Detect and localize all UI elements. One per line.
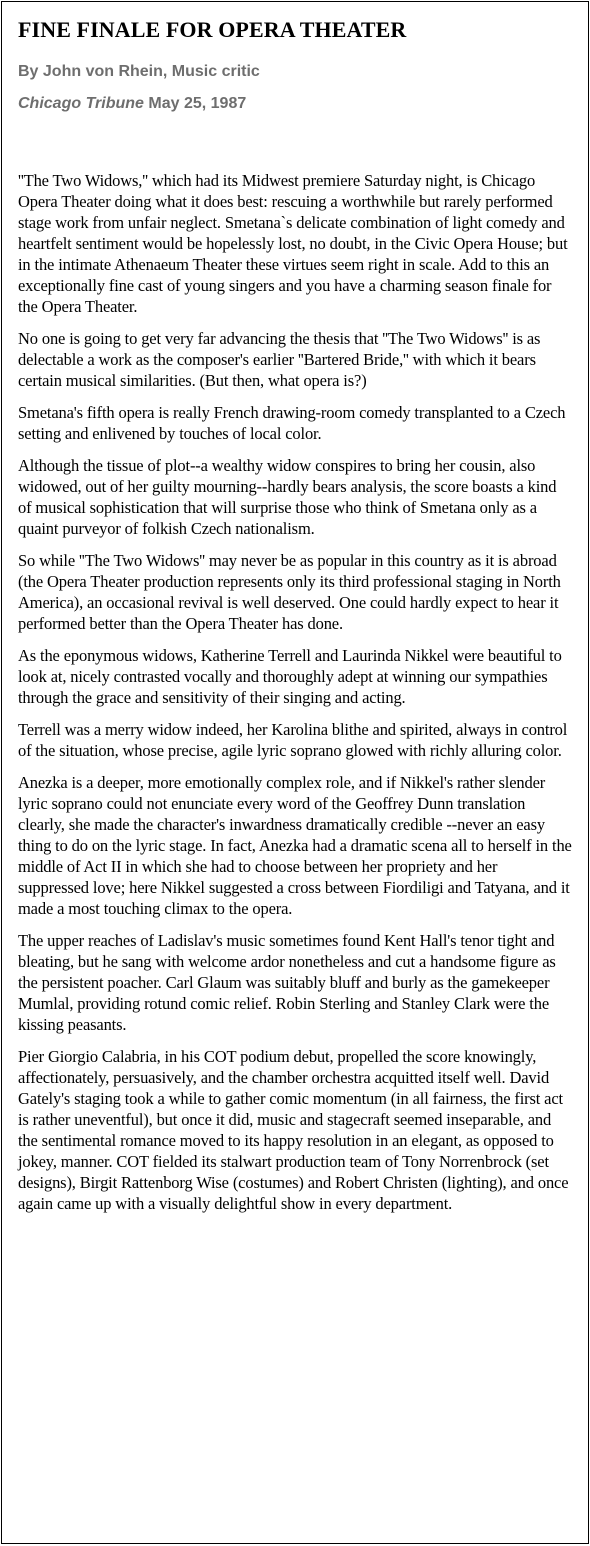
article-paragraph-1: ''The Two Widows,'' which had its Midwest premiere Saturday night, is Chicago Opera Theater doing what it does best: rescuing a worthwhile but rarely performed stage work from unfair neglect. Smetana`s delicate combination of light comedy and heartfelt sentiment would be hopelessly lost, no doubt, in the Civic Opera House; but in the intimate Athenaeum Theater these virtues seem right in scale. Add to this an exceptionally fine cast of young singers and you have a charming season finale for the Opera Theater. bbox=[18, 171, 568, 316]
article-paragraph-10: Pier Giorgio Calabria, in his COT podium debut, propelled the score knowingly, affectionately, persuasively, and the chamber orchestra acquitted itself well. David Gately's staging took a while to gather comic momentum (in all fairness, the first act is rather uneventful), but once it did, music and stagecraft seemed inseparable, and the sentimental romance moved to its happy resolution in an elegant, as opposed to jokey, manner. COT fielded its stalwart production team of Tony Norrenbrock (set designs), Birgit Rattenborg Wise (costumes) and Robert Christen (lighting), and once again came up with a visually delightful show in every department. bbox=[18, 1047, 569, 1213]
publication-date: May 25, 1987 bbox=[148, 95, 247, 112]
article-paragraph-5: So while ''The Two Widows'' may never be as popular in this country as it is abroad (the Opera Theater production represents only its third professional staging in North America), an occasional revival is well deserved. One could hardly expect to hear it performed better than the Opera Theater has done. bbox=[18, 551, 561, 633]
article-paragraph-3: Smetana's fifth opera is really French drawing-room comedy transplanted to a Czech setting and enlivened by touches of local color. bbox=[18, 403, 566, 443]
article-paragraph-9: The upper reaches of Ladislav's music sometimes found Kent Hall's tenor tight and bleating, but he sang with welcome ardor nonetheless and cut a handsome figure as the persistent poacher. Carl Glaum was suitably bluff and burly as the gamekeeper Mumlal, providing rotund comic relief. Robin Sterling and Stanley Clark were the kissing peasants. bbox=[18, 931, 556, 1034]
article-byline: By John von Rhein, Music critic bbox=[18, 63, 260, 80]
article-paragraph-4: Although the tissue of plot--a wealthy widow conspires to bring her cousin, also widowed, out of her guilty mourning--hardly bears analysis, the score boasts a kind of musical sophistication that will surprise those who think of Smetana only as a quaint purveyor of folkish Czech nationalism. bbox=[18, 456, 557, 538]
publication-name: Chicago Tribune bbox=[18, 95, 144, 112]
article-dateline bbox=[18, 94, 572, 114]
article-headline: FINE FINALE FOR OPERA THEATER bbox=[18, 17, 407, 42]
article-paragraph-7: Terrell was a merry widow indeed, her Karolina blithe and spirited, always in control of the situation, whose precise, agile lyric soprano glowed with richly alluring color. bbox=[18, 720, 568, 760]
article-paragraph-6: As the eponymous widows, Katherine Terrell and Laurinda Nikkel were beautiful to look at, nicely contrasted vocally and thoroughly adept at winning our sympathies through the grace and sensitivity of their singing and acting. bbox=[18, 646, 562, 707]
article-frame bbox=[1, 1, 589, 1544]
article-paragraph-8: Anezka is a deeper, more emotionally complex role, and if Nikkel's rather slender lyric soprano could not enunciate every word of the Geoffrey Dunn translation clearly, she made the character's inwardness dramatically credible --never an easy thing to do on the lyric stage. In fact, Anezka had a dramatic scena all to herself in the middle of Act II in which she had to choose between her propriety and her suppressed love; here Nikkel suggested a cross between Fiordiligi and Tatyana, and it made a most touching climax to the opera. bbox=[18, 773, 572, 918]
article-paragraph-2: No one is going to get very far advancing the thesis that ''The Two Widows'' is as delectable a work as the composer's earlier ''Bartered Bride,'' with which it bears certain musical similarities. (But then, what opera is?) bbox=[18, 329, 541, 390]
article-body bbox=[18, 170, 572, 1214]
